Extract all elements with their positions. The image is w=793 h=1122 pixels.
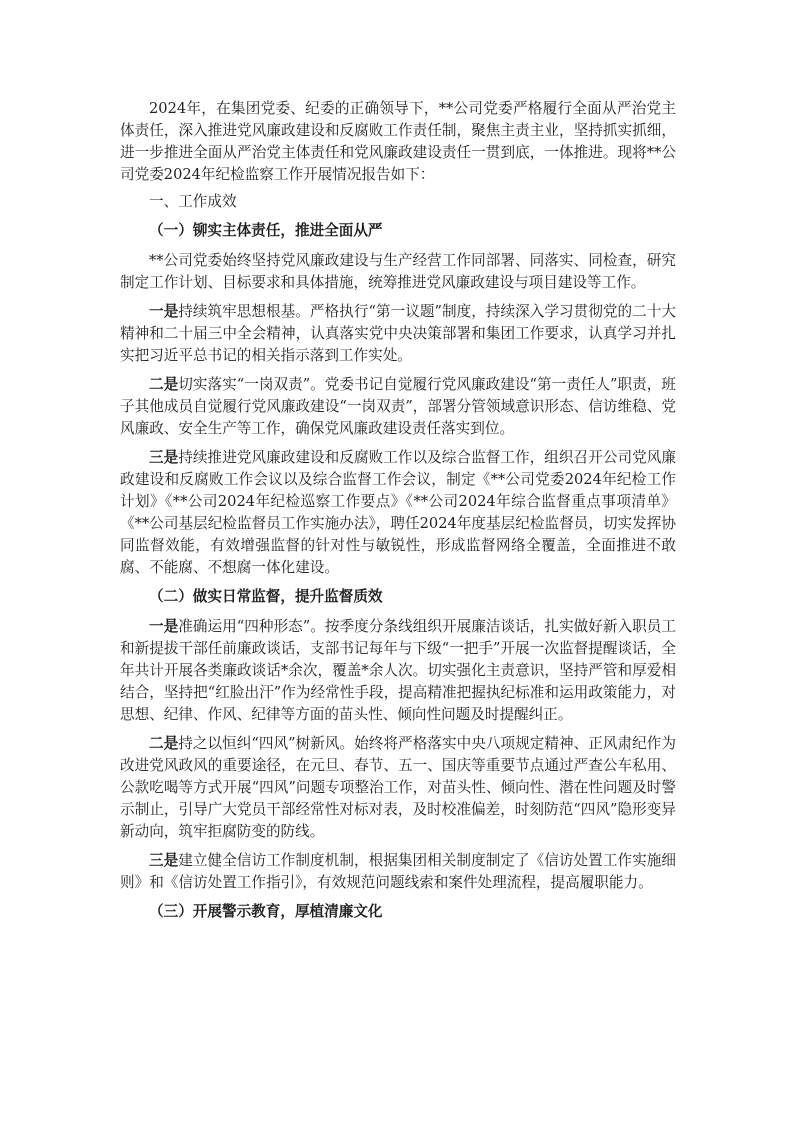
item-lead: 一是 [149, 618, 179, 635]
subsection-2-item-2 [120, 733, 676, 843]
subsection-1-paragraph: **公司党委始终坚持党风廉政建设与生产经营工作同部署、同落实、同检查，研究制定工作计划、目标要求和具体措施，统筹推进党风廉政建设与项目建设等工作。 [120, 252, 676, 291]
item-text: 建立健全信访工作制度机制，根据集团相关制度制定了《信访处置工作实施细则》和《信访处置工作指引》，有效规范问题线索和案件处理流程，提高履职能力。 [120, 852, 676, 891]
item-text: 持续推进党风廉政建设和反腐败工作以及综合监督工作，组织召开公司党风廉政建设和反腐败工作会议以及综合监督工作会议，制定《**公司党委2024年纪检工作计划》《**公司2024年纪检巡察工作要点》《**公司2024年综合监督重点事项清单》《**公司基层纪检监督员工作实施办法》，聘任2024年度基层纪检监督员，切实发挥协同监督效能，有效增强监督的针对性与敏锐性，形成监督网络全覆盖，全面推进不敢腐、不能腐、不想腐一体化建设。 [120, 449, 676, 576]
item-text: 持之以恒纠“四风”树新风。始终将严格落实中央八项规定精神、正风肃纪作为改进党风政风的重要途径，在元旦、春节、五一、国庆等重要节点通过严查公车私用、公款吃喝等方式开展“四风”问题专项整治工作，对苗头性、倾向性、潜在性问题及时警示制止，引导广大党员干部经常性对标对表，及时校准偏差，时刻防范“四风”隐形变异新动向，筑牢拒腐防变的防线。 [120, 735, 676, 840]
document-page [120, 98, 676, 931]
item-lead: 三是 [149, 852, 179, 869]
subsection-2-item-3 [120, 850, 676, 894]
subsection-heading-1: （一）铆实主体责任，推进全面从严 [149, 222, 383, 239]
subsection-heading-2: （二）做实日常监督，提升监督质效 [149, 588, 383, 605]
item-text: 持续筑牢思想根基。严格执行“第一议题”制度，持续深入学习贯彻党的二十大精神和二十届三中全会精神，认真落实党中央决策部署和集团工作要求，认真学习并扎实把习近平总书记的相关指示落到工作实处。 [120, 303, 676, 364]
item-lead: 一是 [149, 303, 179, 320]
section-heading-work-results: 一、工作成效 [149, 193, 237, 210]
subsection-2-item-1 [120, 616, 676, 726]
item-lead: 二是 [149, 376, 179, 393]
subsection-1-item-2 [120, 374, 676, 440]
intro-paragraph: 2024年，在集团党委、纪委的正确领导下，**公司党委严格履行全面从严治党主体责任，深入推进党风廉政建设和反腐败工作责任制，聚焦主责主业，坚持抓实抓细，进一步推进全面从严治党主体责任和党风廉政建设责任一贯到底，一体推进。现将**公司党委2024年纪检监察工作开展情况报告如下： [120, 100, 676, 183]
item-lead: 二是 [149, 735, 179, 752]
item-lead: 三是 [149, 449, 179, 466]
subsection-1-item-3 [120, 447, 676, 579]
subsection-heading-3: （三）开展警示教育，厚植清廉文化 [149, 903, 383, 920]
item-text: 准确运用“四种形态”。按季度分条线组织开展廉洁谈话，扎实做好新入职员工和新提拔干部任前廉政谈话，支部书记每年与下级“一把手”开展一次监督提醒谈话，全年共计开展各类廉政谈话*余次，覆盖*余人次。切实强化主责意识，坚持严管和厚爱相结合，坚持把“红脸出汗”作为经常性手段，提高精准把握执纪标准和运用政策能力，对思想、纪律、作风、纪律等方面的苗头性、倾向性问题及时提醒纠正。 [120, 618, 676, 723]
subsection-1-item-1 [120, 301, 676, 367]
item-text: 切实落实“一岗双责”。党委书记自觉履行党风廉政建设“第一责任人”职责，班子其他成员自觉履行党风廉政建设“一岗双责”，部署分管领域意识形态、信访维稳、党风廉政、安全生产等工作，确保党风廉政建设责任落实到位。 [120, 376, 676, 437]
